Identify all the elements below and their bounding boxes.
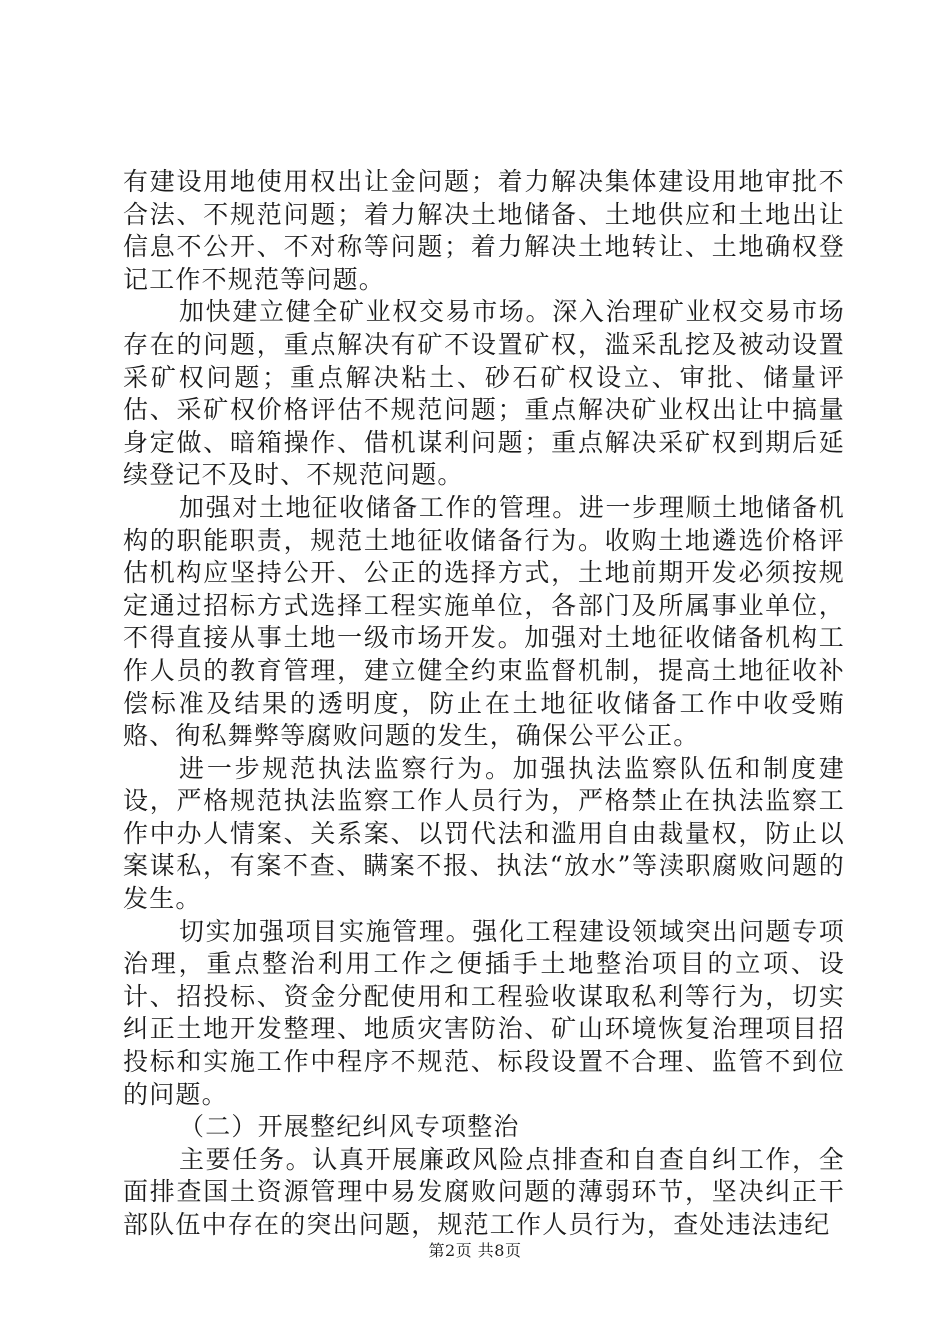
page-number-footer: 第2页 共8页 [428,1241,522,1260]
paragraph-main-tasks: 主要任务。认真开展廉政风险点排查和自查自纠工作，全面排查国土资源管理中易发腐败问题的薄弱环节，坚决纠正干部队伍中存在的突出问题，规范工作人员行为，查处违法违纪 [123,1144,845,1239]
paragraph-continuation: 有建设用地使用权出让金问题；着力解决集体建设用地审批不合法、不规范问题；着力解决土地储备、土地供应和土地出让信息不公开、不对称等问题；着力解决土地转让、土地确权登记工作不规范等问题。 [123,167,845,294]
section-heading: （二）开展整纪纠风专项整治 [179,1112,520,1142]
paragraph-law-enforcement: 进一步规范执法监察行为。加强执法监察队伍和制度建设，严格规范执法监察工作人员行为，严格禁止在执法监察工作中办人情案、关系案、以罚代法和滥用自由裁量权，防止以案谋私，有案不查、瞒案不报、执法“放水”等渎职腐败问题的发生。 [123,753,845,914]
paragraph-project-management: 切实加强项目实施管理。强化工程建设领域突出问题专项治理，重点整治利用工作之便插手土地整治项目的立项、设计、招投标、资金分配使用和工程验收谋取私利等行为，切实纠正土地开发整理、地质灾害防治、矿山环境恢复治理项目招投标和实施工作中程序不规范、标段设置不合理、监管不到位的问题。 [123,916,845,1109]
paragraph-land-reserve-management: 加强对土地征收储备工作的管理。进一步理顺土地储备机构的职能职责，规范土地征收储备行为。收购土地遴选价格评估机构应坚持公开、公正的选择方式，土地前期开发必须按规定通过招标方式选择工程实施单位，各部门及所属事业单位，不得直接从事土地一级市场开发。加强对土地征收储备机构工作人员的教育管理，建立健全约束监督机制，提高土地征收补偿标准及结果的透明度，防止在土地征收储备工作中收受贿赂、徇私舞弊等腐败问题的发生，确保公平公正。 [123,492,845,751]
document-body [123,166,845,1242]
paragraph-mining-rights-market: 加快建立健全矿业权交易市场。深入治理矿业权交易市场存在的问题，重点解决有矿不设置矿权，滥采乱挖及被动设置采矿权问题；重点解决粘土、砂石矿权设立、审批、储量评估、采矿权价格评估不规范问题；重点解决矿业权出让中搞量身定做、暗箱操作、借机谋利问题；重点解决采矿权到期后延续登记不及时、不规范问题。 [123,297,845,490]
